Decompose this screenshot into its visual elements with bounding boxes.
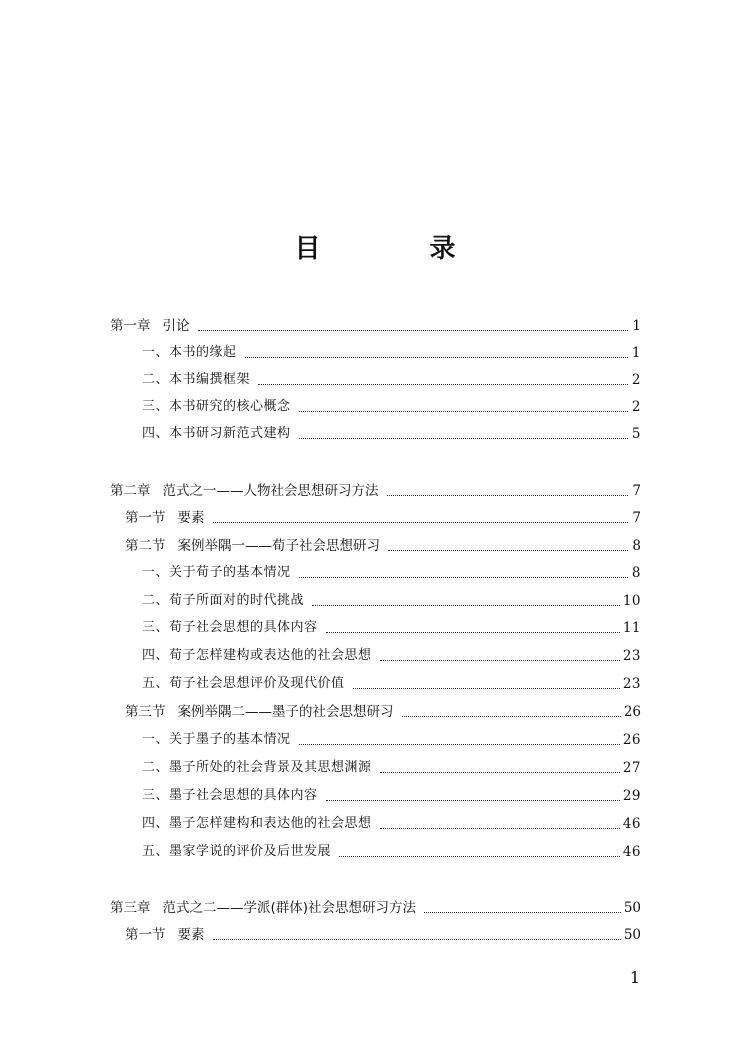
toc-entry[interactable] — [142, 342, 641, 364]
toc-entry-title: 一、关于荀子的基本情况 — [142, 565, 291, 580]
dot-leader — [299, 411, 628, 412]
toc-entry-label — [142, 369, 250, 391]
toc-entry[interactable] — [110, 480, 641, 502]
toc-entry[interactable] — [142, 841, 641, 863]
toc-entry-page: 11 — [622, 620, 641, 636]
dot-leader — [299, 577, 628, 578]
toc-entry-label — [142, 590, 304, 612]
dot-leader — [326, 632, 620, 633]
toc-entry-label — [110, 897, 416, 919]
toc-entry-label — [125, 701, 394, 723]
toc-entry-label — [142, 785, 318, 807]
toc-entry-page: 50 — [623, 927, 641, 943]
toc-entry-page: 1 — [632, 318, 641, 334]
toc-entry-page: 7 — [632, 483, 641, 499]
toc-entry-page: 10 — [622, 593, 641, 609]
toc-entry-page: 2 — [631, 399, 641, 415]
toc-entry-title: 五、墨家学说的评价及后世发展 — [142, 844, 332, 859]
toc-entry-title: 五、荀子社会思想评价及现代价值 — [142, 676, 345, 691]
dot-leader — [380, 660, 620, 661]
toc-entry[interactable] — [110, 897, 641, 919]
toc-entry-title: 范式之一——人物社会思想研习方法 — [162, 483, 379, 499]
toc-entry-label — [142, 562, 291, 584]
toc-entry[interactable] — [142, 757, 641, 779]
toc-entry-page: 26 — [622, 732, 641, 748]
toc-entry[interactable] — [142, 785, 641, 807]
toc-entry-title: 三、本书研究的核心概念 — [142, 399, 291, 414]
toc-entry-number: 第二节 — [125, 538, 166, 554]
toc-entry[interactable] — [142, 729, 641, 751]
toc-entry-page: 5 — [631, 426, 641, 442]
toc-entry-page: 46 — [622, 816, 641, 832]
dot-leader — [402, 716, 621, 717]
toc-entry-title: 四、荀子怎样建构或表达他的社会思想 — [142, 648, 372, 663]
dot-leader — [388, 550, 628, 551]
toc-entry-page: 7 — [632, 510, 641, 526]
dot-leader — [245, 357, 628, 358]
dot-leader — [424, 912, 621, 913]
toc-entry-label — [142, 673, 345, 695]
toc-entry-page: 26 — [623, 704, 641, 720]
toc-entry-page: 23 — [622, 676, 641, 692]
toc-entry-title: 要素 — [177, 927, 205, 943]
toc-entry-title: 二、荀子所面对的时代挑战 — [142, 593, 305, 608]
toc-entry-title: 三、墨子社会思想的具体内容 — [142, 788, 318, 803]
toc-entry-number: 第三节 — [125, 704, 166, 720]
toc-entry[interactable] — [142, 396, 641, 418]
toc-entry[interactable] — [142, 590, 641, 612]
toc-entry[interactable] — [142, 369, 641, 391]
toc-entry[interactable] — [142, 673, 641, 695]
toc-entry-number: 第一节 — [125, 510, 166, 526]
toc-entry-title: 案例举隅二——墨子的社会思想研习 — [177, 704, 394, 720]
toc-entry-label — [142, 813, 372, 835]
toc-entry-label — [142, 423, 291, 445]
toc-entry-title: 二、本书编撰框架 — [142, 372, 251, 387]
toc-entry-label — [125, 924, 205, 946]
toc-entry[interactable] — [142, 645, 641, 667]
toc-entry-page: 8 — [632, 538, 641, 554]
toc-entry-title: 一、关于墨子的基本情况 — [142, 732, 291, 747]
toc-entry[interactable] — [142, 562, 641, 584]
toc-entry-page: 46 — [622, 844, 641, 860]
toc-entry-label — [142, 841, 331, 863]
dot-leader — [299, 744, 620, 745]
toc-entry[interactable] — [142, 423, 641, 445]
toc-entry-title: 要素 — [177, 510, 205, 526]
toc-entry-label — [142, 729, 291, 751]
dot-leader — [380, 828, 620, 829]
dot-leader — [339, 856, 620, 857]
toc-entry-label — [125, 507, 205, 529]
toc-entry[interactable] — [125, 701, 641, 723]
toc-entry-page: 50 — [623, 900, 641, 916]
toc-entry-number: 第一章 — [110, 318, 151, 334]
dot-leader — [299, 438, 628, 439]
toc-entry-title: 二、墨子所处的社会背景及其思想渊源 — [142, 760, 372, 775]
toc-entry-page: 23 — [622, 648, 641, 664]
toc-entry-label — [142, 342, 237, 364]
toc-entry-page: 1 — [631, 345, 641, 361]
toc-entry-number: 第一节 — [125, 927, 166, 943]
toc-entry-number: 第三章 — [110, 900, 151, 916]
toc-entry[interactable] — [125, 535, 641, 557]
toc-entry-label — [125, 535, 380, 557]
toc-entry-label — [142, 757, 372, 779]
toc-entry[interactable] — [125, 924, 641, 946]
toc-entry[interactable] — [142, 617, 641, 639]
toc-entry-title: 四、墨子怎样建构和表达他的社会思想 — [142, 816, 372, 831]
dot-leader — [213, 939, 621, 940]
toc-entry-page: 29 — [622, 788, 641, 804]
toc-entry-label — [142, 645, 372, 667]
dot-leader — [326, 800, 620, 801]
toc-entry-page: 2 — [631, 372, 641, 388]
toc-entry[interactable] — [110, 315, 641, 337]
toc-entry[interactable] — [142, 813, 641, 835]
toc-entry-label — [110, 315, 190, 337]
dot-leader — [353, 688, 620, 689]
toc-entry-title: 范式之二——学派(群体)社会思想研习方法 — [162, 900, 417, 916]
toc-entry-title: 引论 — [162, 318, 190, 334]
toc-entry-number: 第二章 — [110, 483, 151, 499]
toc-entry-page: 8 — [631, 565, 641, 581]
toc-entry-title: 四、本书研习新范式建构 — [142, 426, 291, 441]
dot-leader — [312, 605, 620, 606]
toc-entry-title: 一、本书的缘起 — [142, 345, 237, 360]
toc-entry-label — [142, 396, 291, 418]
dot-leader — [213, 522, 629, 523]
toc-entry[interactable] — [125, 507, 641, 529]
toc-entry-label — [142, 617, 318, 639]
dot-leader — [387, 495, 629, 496]
toc-entry-label — [110, 480, 379, 502]
dot-leader — [198, 330, 629, 331]
toc-entry-page: 27 — [622, 760, 641, 776]
page-number: 1 — [629, 968, 640, 987]
dot-leader — [380, 772, 620, 773]
dot-leader — [258, 384, 628, 385]
page-title: 目 录 — [294, 234, 506, 264]
toc-entry-title: 案例举隅一——荀子社会思想研习 — [177, 538, 380, 554]
toc-entry-title: 三、荀子社会思想的具体内容 — [142, 620, 318, 635]
